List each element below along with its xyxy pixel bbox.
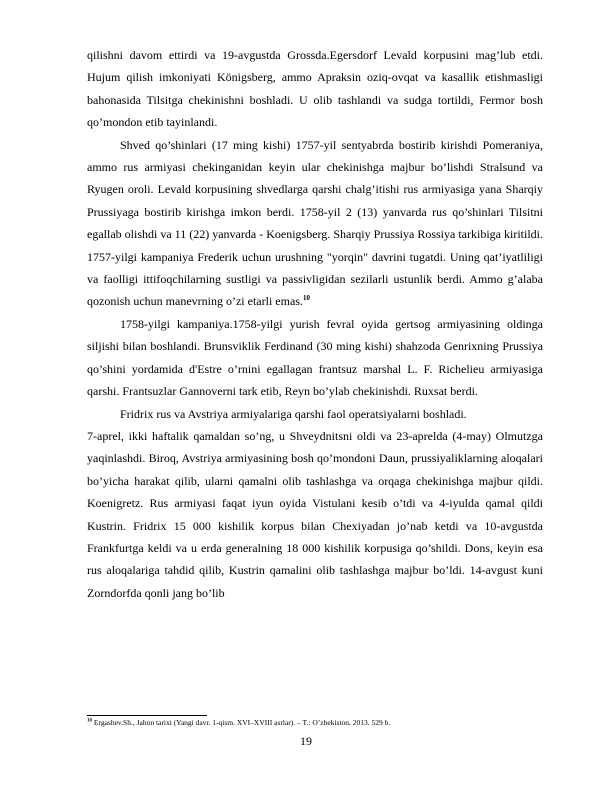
paragraph-4-text: Fridrix rus va Avstriya armiyalariga qarshi faol operatsiyalarni boshladi. (120, 406, 467, 421)
paragraph-2-text: Shved qo’shinlari (17 ming kishi) 1757-yil sentyabrda bostirib kirishdi Pomeraniya, ammo rus armiyasi chekinganidan keyin ular chekinishga majbur bo’lishdi Stralsund va Ryugen oroli. Levald korpusining shvedlarga qarshi chalg’itishi rus armiyasiga yana Sharqiy Prussiyaga bostirib kirishga imkon berdi. 1758-yil 2 (13) yanvarda rus qo’shinlari Tilsitni egallab olishdi va 11 (22) yanvarda - Koenigsberg. Sharqiy Prussiya Rossiya tarkibiga kiritildi. 1757-yilgi kampaniya Frederik uchun urushning "yorqin" davrini tugatdi. Uning qat’iyatliligi va faolligi ittifoqchilarning sustligi va passivligidan sezilarli ustunlik berdi. Ammo g’alaba qozonish uchun manevrning o’zi etarli emas. (87, 137, 543, 309)
paragraph-4 (87, 403, 543, 425)
footnote-text: Ergashev.Sh., Jahon tarixi (Yangi davr. 1-qism. XVI–XVIII asrlar). – T.: O’zbekiston, 2013. 529 b. (92, 718, 391, 727)
paragraph-2 (87, 134, 543, 313)
paragraph-5 (87, 425, 543, 604)
footnote-divider (87, 715, 207, 716)
page-body (87, 44, 543, 604)
paragraph-1-text: qilishni davom ettirdi va 19-avgustda Grossda.Egersdorf Levald korpusini mag’lub etdi. Hujum qilish imkoniyati Königsberg, ammo Apraksin oziq-ovqat va kasallik etishmasligi bahonasida Tilsitga chekinishni boshladi. U olib tashlandi va sudga tortildi, Fermor bosh qo’mondon etib tayinlandi. (87, 48, 543, 130)
footnote (87, 718, 547, 728)
footnote-reference[interactable]: 10 (302, 294, 310, 303)
page-number: 19 (300, 734, 312, 748)
paragraph-3-text: 1758-yilgi kampaniya.1758-yilgi yurish fevral oyida gertsog armiyasining oldinga siljishi bilan boshlandi. Brunsviklik Ferdinand (30 ming kishi) shahzoda Genrixning Prussiya qo’shini yordamida d'Estre o’rnini egallagan frantsuz marshal L. F. Richelieu armiyasiga qarshi. Frantsuzlar Gannoverni tark etib, Reyn bo’ylab chekinishdi. Ruxsat berdi. (87, 316, 543, 399)
footnote-marker: 10 (87, 718, 92, 724)
paragraph-1 (87, 44, 543, 134)
paragraph-5-text: 7-aprel, ikki haftalik qamaldan so’ng, u Shveydnitsni oldi va 23-aprelda (4-may) Olmutzga yaqinlashdi. Biroq, Avstriya armiyasining bosh qo’mondoni Daun, prussiyaliklarning aloqalari bo’yicha harakat qilib, ularni qamalni olib tashlashga va orqaga chekinishga majbur qildi. Koenigretz. Rus armiyasi faqat iyun oyida Vistulani kesib o’tdi va 4-iyulda qamal qildi Kustrin. Fridrix 15 000 kishilik korpus bilan Chexiyadan jo’nab ketdi va 10-avgustda Frankfurtga keldi va u erda generalning 18 000 kishilik korpusiga qo’shildi. Dons, keyin esa rus aloqalariga tahdid qilib, Kustrin qamalini olib tashlashga majbur bo’ldi. 14-avgust kuni Zorndorfda qonli jang bo’lib (87, 428, 543, 600)
paragraph-3 (87, 313, 543, 403)
